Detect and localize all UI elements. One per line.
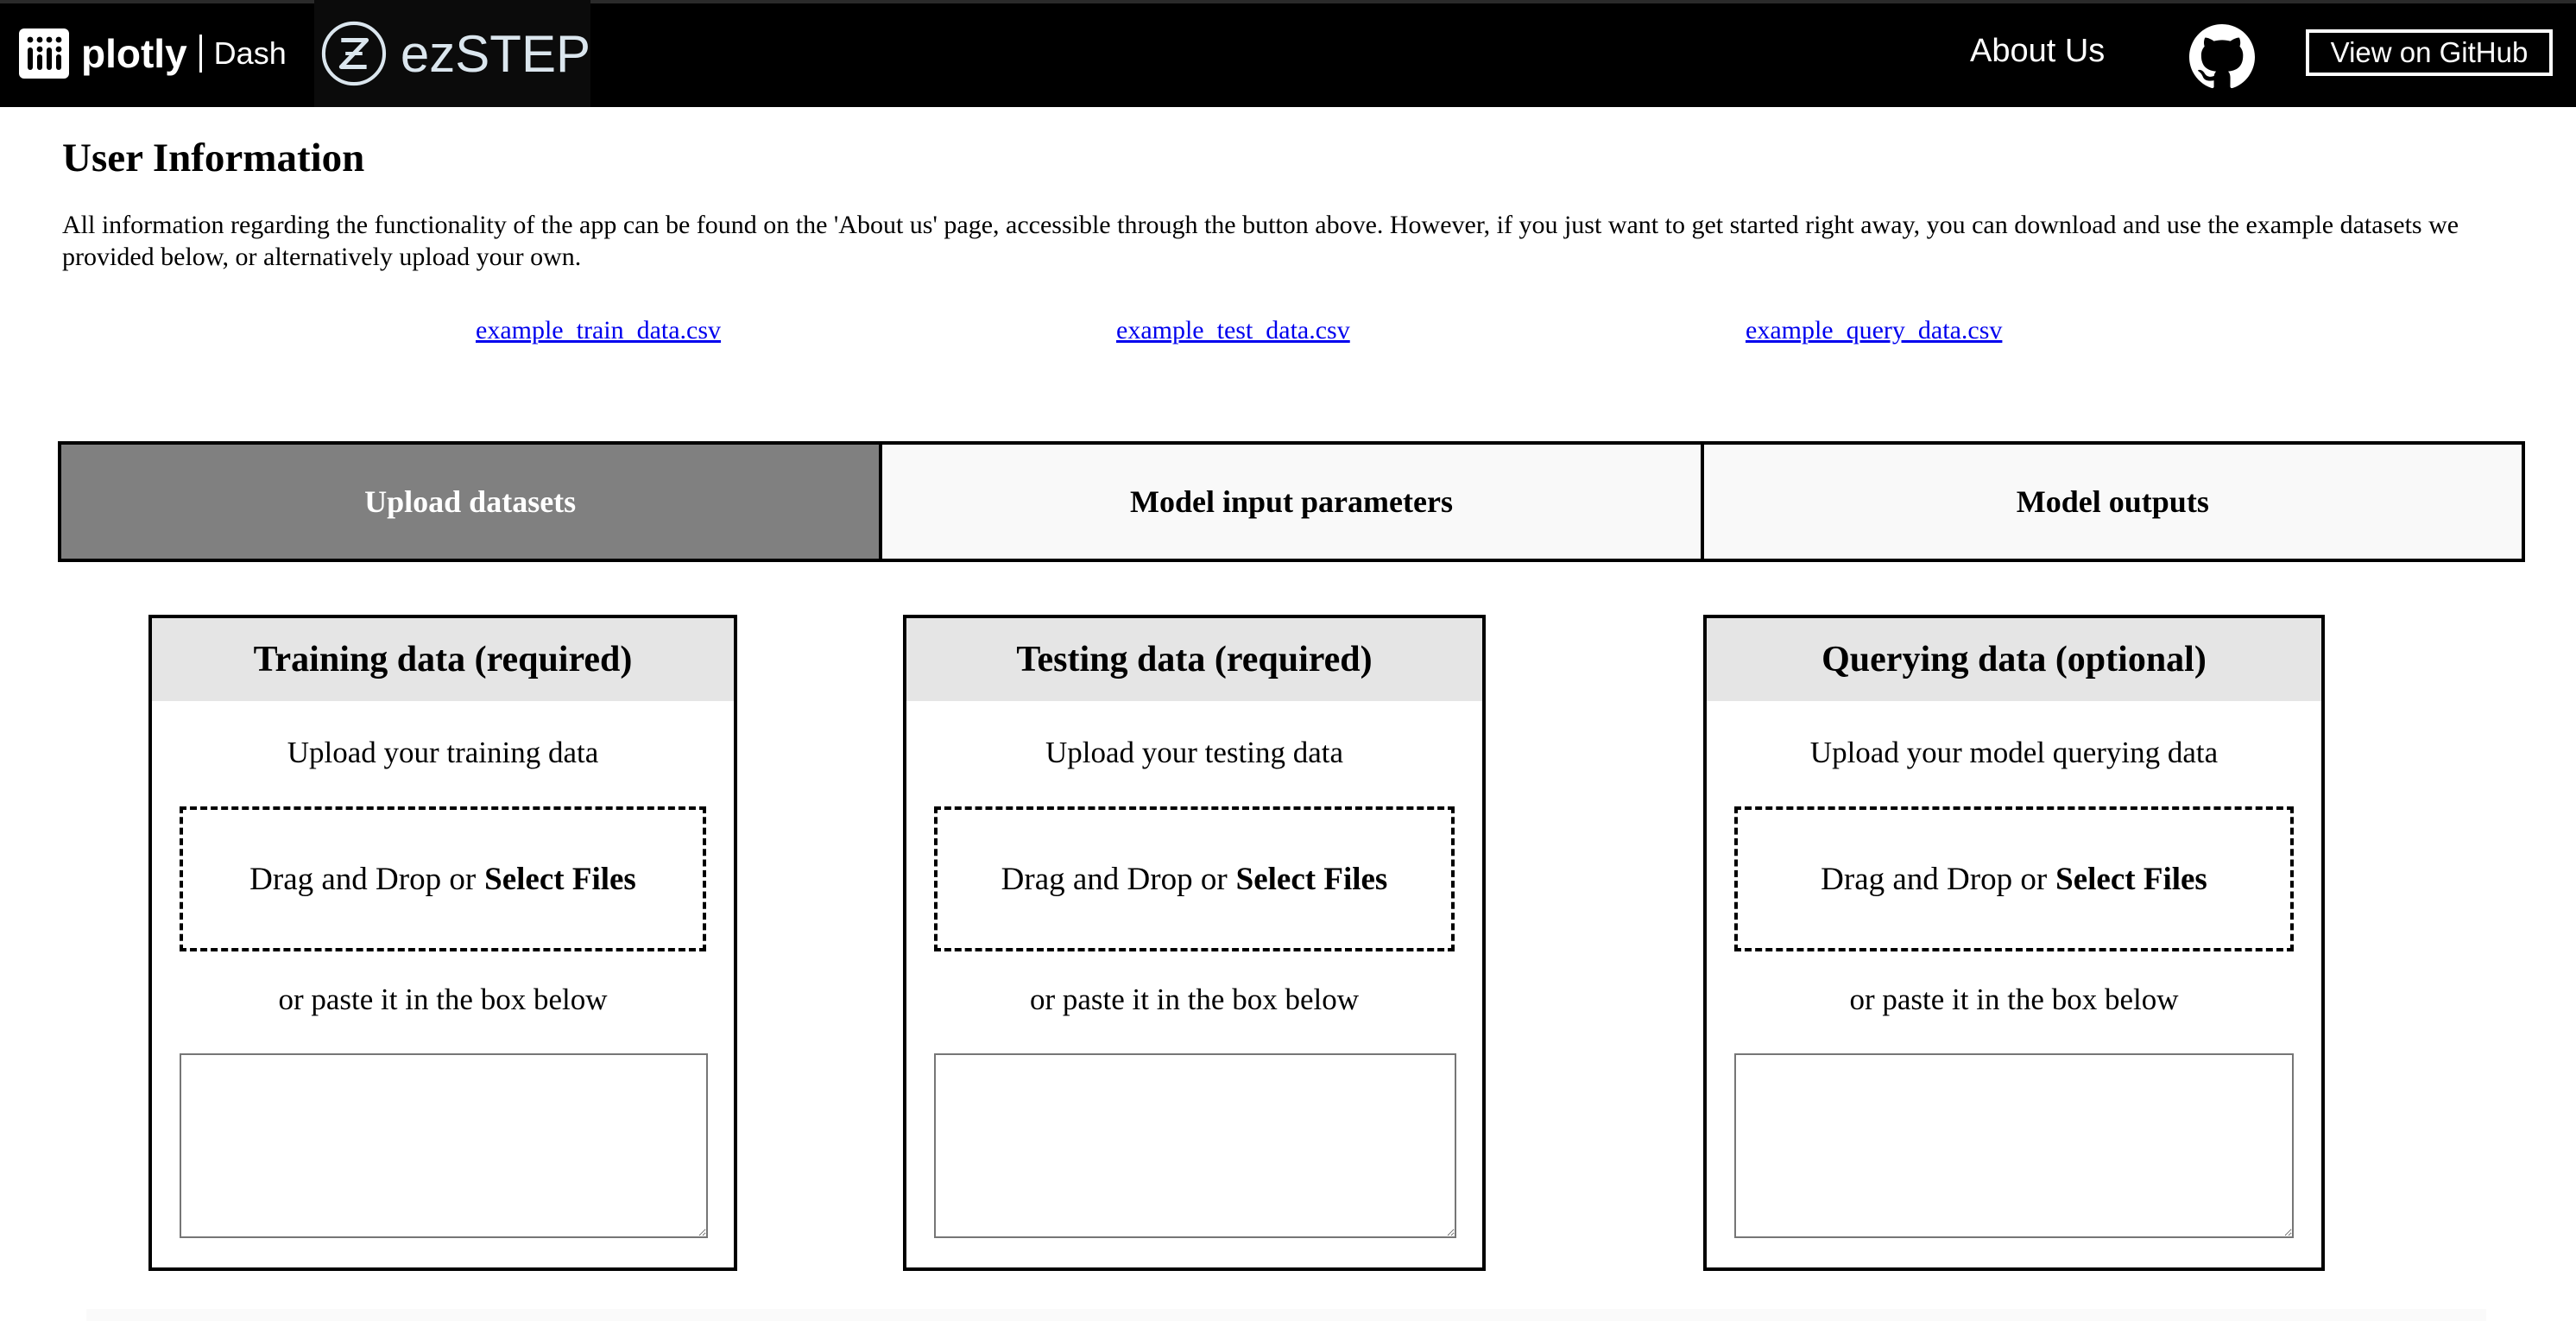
tab-model-outputs[interactable]: Model outputs — [1704, 445, 2522, 559]
card-subtitle: Upload your testing data — [1045, 736, 1344, 769]
example-query-data-link[interactable]: example_query_data.csv — [1746, 316, 2003, 344]
card-title: Training data (required) — [152, 618, 734, 701]
select-files-link[interactable]: Select Files — [1235, 861, 1388, 897]
card-title: Testing data (required) — [906, 618, 1482, 701]
about-us-link[interactable]: About Us — [1970, 33, 2106, 69]
navbar — [0, 0, 2576, 107]
training-upload-dropzone[interactable] — [180, 806, 706, 951]
plotly-dash-logo[interactable] — [19, 26, 287, 81]
user-information-description: All information regarding the functionality of the app can be found on the 'About us' page, accessible through the button above. However, if you just want to get started right away, you can download and use the example datasets we provided below, or alternatively upload your own. — [62, 211, 2459, 271]
card-title: Querying data (optional) — [1707, 618, 2321, 701]
plotly-logo-icon — [19, 28, 69, 79]
view-on-github-button[interactable]: View on GitHub — [2306, 29, 2553, 76]
dropzone-prefix: Drag and Drop or — [249, 861, 477, 897]
querying-upload-dropzone[interactable] — [1734, 806, 2294, 951]
tab-upload-datasets[interactable]: Upload datasets — [61, 445, 882, 559]
logo-separator — [199, 35, 202, 73]
dropzone-prefix: Drag and Drop or — [1001, 861, 1228, 897]
tab-model-input-parameters[interactable]: Model input parameters — [882, 445, 1703, 559]
ezstep-logo-icon — [319, 11, 388, 96]
example-train-data-link[interactable]: example_train_data.csv — [476, 316, 722, 344]
example-test-data-link[interactable]: example_test_data.csv — [1116, 316, 1350, 344]
testing-data-textarea[interactable] — [934, 1053, 1456, 1238]
dash-word: Dash — [213, 35, 287, 71]
querying-data-card — [1703, 615, 2325, 1271]
querying-data-textarea[interactable] — [1734, 1053, 2294, 1238]
main-tabs — [58, 441, 2525, 562]
training-data-card — [148, 615, 737, 1271]
paste-hint: or paste it in the box below — [278, 983, 608, 1016]
card-subtitle: Upload your model querying data — [1809, 736, 2219, 769]
paste-hint: or paste it in the box below — [1849, 983, 2179, 1016]
plotly-word: plotly — [81, 31, 187, 76]
dropzone-prefix: Drag and Drop or — [1821, 861, 2048, 897]
select-files-link[interactable]: Select Files — [2055, 861, 2207, 897]
paste-hint: or paste it in the box below — [1029, 983, 1360, 1016]
github-icon[interactable] — [2189, 24, 2255, 90]
training-data-textarea[interactable] — [180, 1053, 708, 1238]
testing-upload-dropzone[interactable] — [934, 806, 1455, 951]
app-name: ezSTEP — [400, 24, 590, 83]
user-information-title: User Information — [62, 136, 365, 180]
card-subtitle: Upload your training data — [287, 736, 599, 769]
ezstep-logo[interactable] — [314, 0, 590, 107]
select-files-link[interactable]: Select Files — [484, 861, 636, 897]
page-bottom-edge — [86, 1309, 2486, 1321]
testing-data-card — [903, 615, 1486, 1271]
